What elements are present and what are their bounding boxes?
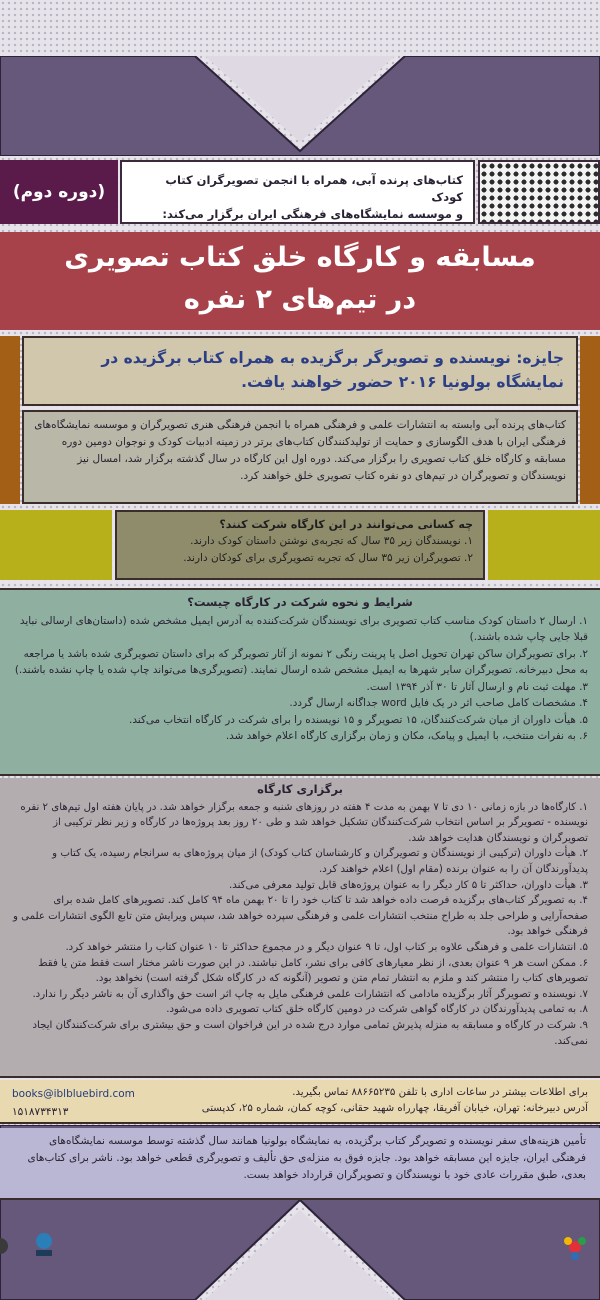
dotted-pattern-decoration bbox=[478, 160, 600, 224]
edition-badge: (دوره دوم) bbox=[0, 160, 118, 224]
eligibility-title: چه کسانی می‌توانند در این کارگاه شرکت کنند؟ bbox=[219, 518, 473, 531]
prize-announcement: جایزه: نویسنده و تصویرگر برگزیده به همراه کتاب برگزیده در نمایشگاه بولونیا ۲۰۱۶ حضور خواهند یافت. bbox=[22, 336, 578, 406]
right-olive-block bbox=[488, 510, 600, 580]
condition-item: ۴. مشخصات کامل صاحب اثر در یک فایل word جداگانه ارسال گردد. bbox=[289, 697, 588, 709]
conditions-title: شرایط و نحوه شرکت در کارگاه چیست؟ bbox=[187, 595, 413, 609]
condition-item: ۶. به نفرات منتخب، با ایمیل و پیامک، مکان و زمان برگزاری کارگاه اعلام خواهد شد. bbox=[225, 730, 588, 742]
workshop-item: ۶. ممکن است هر ۹ عنوان بعدی، از نظر معیارهای کافی برای نشر، کامل نباشند. در این صورت ناشر مختار است فقط متن یا فقط تصویرهای کتاب را منتشر کند و ملزم به انتشار تمام متن و تصویر (آنگونه که در کارگاه شکل گرفته است) نخواهد بود. bbox=[38, 957, 588, 985]
eligibility-section bbox=[115, 510, 485, 580]
organizers-text bbox=[120, 160, 475, 224]
left-orange-stripe bbox=[0, 336, 20, 504]
exhibition-logo-icon bbox=[560, 1232, 590, 1262]
postal-code: ۱۵۱۸۷۳۴۳۱۳ bbox=[12, 1106, 69, 1118]
condition-item: ۱. ارسال ۲ داستان کودک مناسب کتاب تصویری برای نویسندگان شرکت‌کننده به آدرس ایمیل مشخص شده (داستان‌های ارسالی نباید قبلا جایی چاپ شده باشند.) bbox=[19, 614, 588, 643]
footer-note: تأمین هزینه‌های سفر نویسنده و تصویرگر کتاب برگزیده، به نمایشگاه بولونیا همانند سال گذشته توسط موسسه نمایشگاه‌های فرهنگی ایران، جایزه این مسابقه خواهد بود. جایزه فوق به منزله‌ی حق تألیف و تصویرگری قطعی خواهد بود. ناشر برای کتاب‌های بعدی، طبق مقررات عادی خود با نویسندگان و تصویرگران قرارداد خواهد بست. bbox=[0, 1128, 600, 1200]
workshop-item: ۸. به تمامی پدیدآورندگان در کارگاه گواهی شرکت در دومین کارگاه خلق کتاب تصویری داده می‌شود. bbox=[166, 1004, 588, 1016]
workshop-item: ۹. شرکت در کارگاه و مسابقه به منزله پذیرش تمامی موارد درج شده در این فراخوان است و حق بیشتری برای شرکت‌کنندگان ایجاد نمی‌کند. bbox=[32, 1019, 588, 1047]
contact-address-line: آدرس دبیرخانه: تهران، خیابان آفریقا، چهارراه شهید حقانی، کوچه کمان، شماره ۲۵، کدپستی bbox=[201, 1103, 588, 1114]
workshop-title: برگزاری کارگاه bbox=[257, 782, 343, 796]
workshop-section bbox=[0, 778, 600, 1078]
organizers-line-1: کتاب‌های پرنده آبی، همراه با انجمن تصویرگران کتاب کودک bbox=[165, 173, 463, 204]
top-decorative-band bbox=[0, 56, 600, 156]
condition-item: ۲. برای تصویرگران ساکن تهران تحویل اصل یا پرینت رنگی ۲ نمونه از آثار تصویرگر که برای داستان تصویرگری شده باشد یا مراجعه به محل دبیرخانه. تصویرگران سایر شهرها به ایمیل مشخص شده ارسال نمایند. (تصویرگری‌ها می‌تواند چاپ شده یا چاپ نشده باشند.) bbox=[14, 647, 588, 676]
condition-item: ۵. هیأت داوران از میان شرکت‌کنندگان، ۱۵ تصویرگر و ۱۵ نویسنده را برای شرکت در کارگاه انتخاب می‌کند. bbox=[129, 713, 588, 726]
conditions-section bbox=[0, 588, 600, 776]
title-banner bbox=[0, 232, 600, 330]
contact-phone-line: برای اطلاعات بیشتر در ساعات اداری با تلفن ۸۸۶۶۵۲۳۵ تماس بگیرید. bbox=[292, 1087, 588, 1098]
workshop-item: ۷. نویسنده و تصویرگر آثار برگزیده مادامی که انتشارات علمی فرهنگی مایل به چاپ اثر است حق واگذاری آن به ناشر دیگر را ندارد. bbox=[32, 988, 588, 1000]
left-olive-block bbox=[0, 510, 112, 580]
title-line-2: در تیم‌های ۲ نفره bbox=[183, 284, 417, 315]
eligibility-item: ۱. نویسندگان زیر ۳۵ سال که تجربه‌ی نوشتن داستان کودک دارند. bbox=[190, 535, 473, 547]
title-line-1: مسابقه و کارگاه خلق کتاب تصویری bbox=[64, 242, 536, 273]
workshop-item: ۳. هیأت داوران، حداکثر تا ۵ کار دیگر را به عنوان پروژه‌های قابل تولید معرفی می‌کند. bbox=[228, 879, 588, 891]
workshop-item: ۴. به تصویرگر کتاب‌های برگزیده فرصت داده خواهد شد تا کتاب خود را تا ۲۰ بهمن ماه ۹۴ کامل کند. تصویرهای کامل شده برای صفحه‌آرایی و طراحی جلد به طراح منتخب انتشارات علمی و فرهنگی سپرده خواهد شد، سپس ویرایش متن تابع الگوی انتشارات علمی و فرهنگی خواهد بود. bbox=[12, 895, 588, 938]
contact-email-link[interactable]: books@iblbluebird.com bbox=[12, 1088, 135, 1100]
intro-paragraph: کتاب‌های پرنده آبی وابسته به انتشارات علمی و فرهنگی همراه با انجمن فرهنگی هنری تصویرگران و موسسه نمایشگاه‌های فرهنگی ایران با هدف الگوسازی و حمایت از تولیدکنندگان کتاب‌های برتر در زمینه ادبیات کودک و نوجوان دومین دوره مسابقه و کارگاه خلق کتاب تصویری را برگزار می‌کند. دوره اول این کارگاه در سال گذشته برگزار شد، امسال نیز نویسندگان و تصویرگران در تیم‌های دو نفره کتاب تصویری خلق خواهند کرد. bbox=[22, 410, 578, 504]
workshop-item: ۵. انتشارات علمی و فرهنگی علاوه بر کتاب اول، تا ۹ عنوان دیگر و در مجموع حداکثر تا ۱۰ عنوان کتاب را منتشر خواهد کرد. bbox=[65, 941, 588, 953]
contact-section bbox=[0, 1080, 600, 1124]
condition-item: ۳. مهلت ثبت نام و ارسال آثار تا ۳۰ آذر ۱۳۹۴ است. bbox=[366, 680, 588, 693]
publisher-logo-icon bbox=[30, 1230, 58, 1258]
workshop-item: ۲. هیأت داوران (ترکیبی از نویسندگان و تصویرگران و کارشناسان کتاب کودک) از میان پروژه‌های به سرانجام رسیده، یک کتاب و پدیدآورندگان آن را به عنوان برنده (مقام اول) اعلام خواهند کرد. bbox=[52, 848, 588, 875]
right-orange-stripe bbox=[580, 336, 600, 504]
organizers-line-2: و موسسه نمایشگاه‌های فرهنگی ایران برگزار می‌کند: bbox=[162, 207, 463, 221]
workshop-item: ۱. کارگاه‌ها در بازه زمانی ۱۰ دی تا ۷ بهمن به مدت ۴ هفته در روزهای شنبه و جمعه برگزار خواهد شد. در پایان هفته اول تیم‌های ۲ نفره نویسنده - تصویرگر بر اساس انتخاب شرکت‌کنندگان تشکیل خواهد شد و طی ۲۰ روز بعد پروژه‌ها در کارگاه و زیر نظر ترکیبی از تصویرگران و نویسندگان هدایت خواهد شد. bbox=[20, 801, 588, 844]
eligibility-item: ۲. تصویرگران زیر ۳۵ سال که تجربه تصویرگری برای کودکان دارند. bbox=[183, 552, 473, 564]
